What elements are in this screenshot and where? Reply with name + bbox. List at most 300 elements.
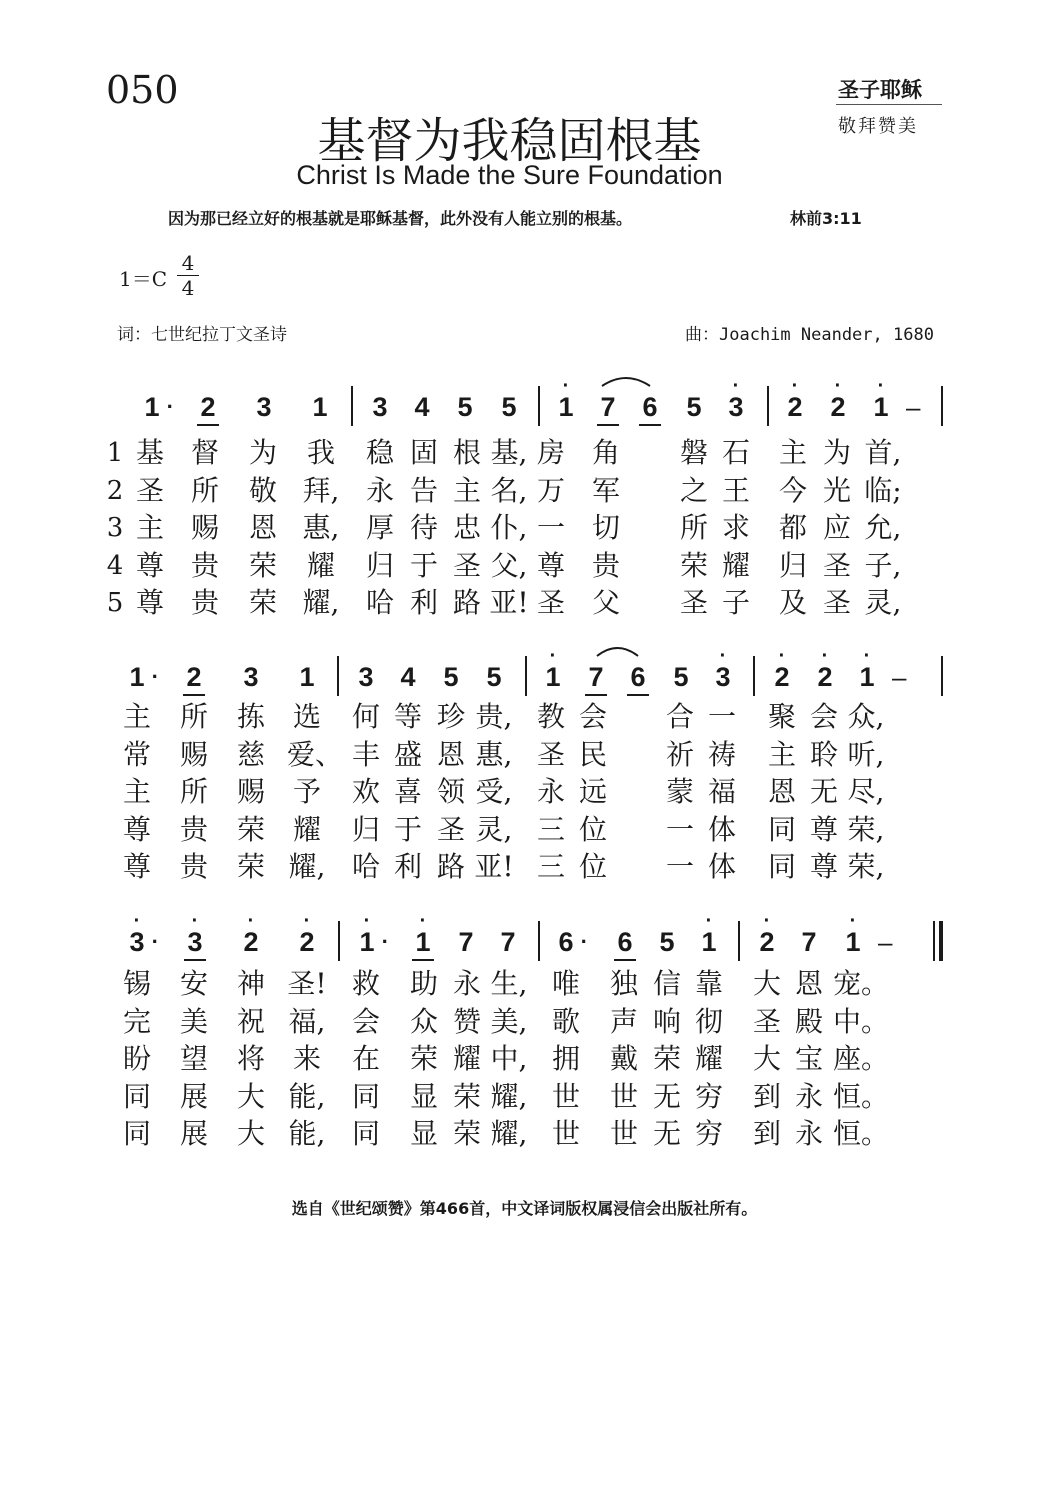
note (689, 910, 729, 957)
lyric-syllable: 受, (475, 775, 513, 808)
lyric-syllable: 恩 (794, 967, 823, 1000)
lyric-syllable: 尽, (847, 775, 885, 808)
octave-dot: · (562, 375, 570, 397)
lyric-syllable: 军 (591, 473, 620, 507)
note-digit: 5 (501, 392, 517, 422)
lyric-syllable: 房 (536, 436, 565, 469)
note-digit: 1 (545, 662, 561, 692)
lyric-syllable: 声 (609, 1004, 638, 1038)
lyric-syllable: 赐 (236, 775, 265, 808)
time-signature-top: 4 (177, 251, 199, 276)
octave-dot: · (247, 910, 255, 932)
lyric-syllable: 哈 (365, 586, 394, 619)
lyric-syllable: 一 (665, 812, 694, 846)
lyric-line (0, 511, 1049, 547)
lyric-syllable: 福, (288, 1004, 326, 1038)
lyric-syllable: 于 (393, 812, 422, 846)
lyric-syllable: 永 (452, 967, 481, 1000)
lyric-syllable: 美, (490, 1004, 528, 1038)
lyric-syllable: 圣 (452, 548, 481, 582)
lyric-syllable: 固 (409, 436, 438, 469)
note-digit: 1 (558, 392, 574, 422)
lyric-syllable: 仆, (490, 511, 528, 544)
lyric-syllable: 恩 (767, 775, 796, 808)
lyric-syllable: 永 (365, 473, 394, 507)
lyric-syllable: 穷 (694, 1117, 723, 1150)
note (647, 927, 687, 957)
lyric-syllable: 圣! (287, 967, 327, 1000)
lyric-syllable: 我 (306, 436, 335, 469)
lyric-syllable: 之 (679, 473, 708, 507)
note-digit: 1 (415, 927, 431, 957)
lyric-syllable: 亚! (474, 850, 514, 883)
lyric-syllable: 到 (752, 1079, 781, 1113)
eighth-underline (412, 959, 434, 961)
lyric-syllable: 盼 (122, 1042, 151, 1075)
lyric-syllable: 显 (409, 1079, 438, 1113)
lyric-syllable: 灵, (475, 812, 513, 846)
lyric-syllable: 贵, (475, 700, 513, 733)
lyric-line (0, 738, 1049, 774)
lyric-syllable: 能, (288, 1117, 326, 1150)
lyric-syllable: 盛 (393, 737, 422, 771)
lyric-syllable: 及 (778, 586, 807, 619)
lyric-syllable: 展 (179, 1079, 208, 1113)
lyric-syllable: 锡 (122, 967, 151, 1000)
lyric-syllable: 三 (536, 850, 565, 883)
bar-line (525, 656, 527, 696)
scripture-text: 因为那已经立好的根基就是耶稣基督，此外没有人能立别的根基。 (168, 209, 633, 228)
page-title: 基督为我稳固根基 (317, 113, 702, 169)
lyric-syllable: 拣 (236, 700, 265, 733)
bar-line (351, 386, 353, 426)
lyric-syllable: 靠 (694, 967, 723, 1000)
lyric-syllable: 荣 (652, 1042, 681, 1075)
note-digit: 4 (400, 662, 416, 692)
octave-dot: · (191, 910, 199, 932)
lyric-syllable: 耀 (306, 548, 335, 582)
lyric-syllable: 拜, (302, 473, 340, 507)
augmentation-dot: · (151, 664, 159, 689)
note (489, 392, 529, 422)
octave-dot: · (719, 645, 727, 667)
lyric-syllable: 一 (536, 511, 565, 544)
note (403, 910, 443, 957)
lyric-line (0, 1005, 1049, 1041)
lyric-syllable: 位 (578, 850, 607, 883)
note-digit: 5 (486, 662, 502, 692)
octave-dot: · (133, 910, 141, 932)
note (762, 645, 802, 692)
lyric-syllable: 利 (409, 586, 438, 619)
octave-dot: · (877, 375, 885, 397)
lyric-syllable: 永 (536, 775, 565, 808)
note-digit: 2 (299, 927, 315, 957)
eighth-underline (585, 694, 607, 696)
lyric-syllable: 名, (490, 473, 528, 507)
notation-row (0, 645, 1049, 706)
lyric-syllable: 殿 (794, 1004, 823, 1038)
lyric-syllable: 荣, (847, 850, 885, 883)
note (833, 910, 873, 957)
lyric-syllable: 待 (409, 511, 438, 544)
lyric-syllable: 耀 (694, 1042, 723, 1075)
note-digit: 2 (830, 392, 846, 422)
lyric-syllable: 归 (778, 548, 807, 582)
note (674, 392, 714, 422)
note (188, 392, 228, 422)
eighth-underline (614, 959, 636, 961)
lyric-syllable: 生, (490, 967, 528, 1000)
note (388, 662, 428, 692)
lyric-syllable: 祈 (665, 737, 694, 771)
lyric-syllable: 合 (665, 700, 694, 733)
octave-dot: · (778, 645, 786, 667)
lyric-syllable: 圣 (822, 586, 851, 619)
lyric-line (0, 474, 1049, 510)
lyric-syllable: 唯 (551, 967, 580, 1000)
note-digit: 2 (243, 927, 259, 957)
lyric-syllable: 恒。 (833, 1117, 890, 1150)
lyric-syllable: 一 (707, 700, 736, 733)
lyric-syllable: 为 (822, 436, 851, 469)
lyric-syllable: 远 (578, 775, 607, 808)
lyric-syllable: 无 (809, 775, 838, 808)
lyric-syllable: 耀, (490, 1079, 528, 1113)
lyric-syllable: 神 (236, 967, 265, 1000)
lyric-line (0, 549, 1049, 585)
note (576, 662, 616, 692)
lyric-syllable: 同 (122, 1117, 151, 1150)
lyric-syllable: 贵 (190, 548, 219, 582)
note (360, 392, 400, 422)
lyric-syllable: 荣 (248, 586, 277, 619)
note-digit: 2 (186, 662, 202, 692)
lyric-syllable: 会 (578, 700, 607, 733)
note (346, 662, 386, 692)
lyric-syllable: 一 (665, 850, 694, 883)
note (805, 645, 845, 692)
octave-dot: · (763, 910, 771, 932)
note-digit: 7 (458, 927, 474, 957)
lyric-syllable: 厚 (365, 511, 394, 544)
eighth-underline (639, 424, 661, 426)
note-digit: 3 (129, 927, 145, 957)
note (402, 392, 442, 422)
note-digit: 2 (200, 392, 216, 422)
lyric-syllable: 大 (236, 1079, 265, 1113)
lyric-syllable: 荣 (248, 548, 277, 582)
lyric-syllable: 宠。 (833, 967, 890, 1000)
lyric-syllable: 赐 (190, 511, 219, 544)
bar-line (538, 921, 540, 961)
note-digit: 3 (358, 662, 374, 692)
lyric-syllable: 为 (248, 436, 277, 469)
lyric-syllable: 独 (609, 967, 638, 1000)
lyric-syllable: 尊 (122, 812, 151, 846)
lyric-syllable: 穷 (694, 1079, 723, 1113)
note-digit: 1 (845, 927, 861, 957)
lyric-syllable: 众 (409, 1004, 438, 1038)
note (533, 645, 573, 692)
lyric-syllable: 在 (351, 1042, 380, 1075)
slur-arc (600, 374, 652, 388)
bar-line (753, 656, 755, 696)
octave-dot: · (791, 375, 799, 397)
lyric-syllable: 切 (591, 511, 620, 544)
lyric-syllable: 无 (652, 1117, 681, 1150)
octave-dot: · (863, 645, 871, 667)
lyric-syllable: 求 (721, 511, 750, 544)
note (287, 910, 327, 957)
lyric-syllable: 尊 (135, 586, 164, 619)
note (431, 662, 471, 692)
lyric-syllable: 世 (551, 1117, 580, 1150)
note-digit: 5 (659, 927, 675, 957)
lyric-syllable: 灵, (864, 586, 902, 619)
lyric-syllable: 亚! (489, 586, 529, 619)
note-digit: 3 (256, 392, 272, 422)
augmentation-dot: · (580, 929, 588, 954)
augmentation-dot: · (151, 929, 159, 954)
bar-line (767, 386, 769, 426)
note (244, 392, 284, 422)
lyric-syllable: 荣 (679, 548, 708, 582)
lyric-syllable: 永 (794, 1117, 823, 1150)
eighth-underline (197, 424, 219, 426)
lyric-syllable: 基 (135, 436, 164, 469)
note (231, 910, 271, 957)
lyric-syllable: 尊 (809, 850, 838, 883)
lyric-syllable: 所 (679, 511, 708, 544)
lyric-syllable: 敬 (248, 473, 277, 507)
lyric-syllable: 聚 (767, 700, 796, 733)
lyric-syllable: 所 (179, 700, 208, 733)
lyricist-credit: 词：七世纪拉丁文圣诗 (117, 325, 287, 345)
lyric-syllable: 民 (578, 737, 607, 771)
final-bar-thin (933, 921, 935, 961)
bar-line (538, 386, 540, 426)
octave-dot: · (705, 910, 713, 932)
lyric-syllable: 救 (351, 967, 380, 1000)
lyric-syllable: 福 (707, 775, 736, 808)
lyric-syllable: 领 (436, 775, 465, 808)
note-digit: 6 (642, 392, 658, 422)
bar-line (738, 921, 740, 961)
note (818, 375, 858, 422)
lyric-syllable: 听, (847, 737, 885, 771)
lyric-syllable: 赞 (452, 1004, 481, 1038)
lyric-syllable: 大 (752, 1042, 781, 1075)
lyric-syllable: 体 (707, 812, 736, 846)
lyric-syllable: 哈 (351, 850, 380, 883)
lyric-syllable: 望 (179, 1042, 208, 1075)
lyric-syllable: 惠, (475, 737, 513, 771)
sustain-dash: – (878, 927, 893, 957)
lyric-line (0, 775, 1049, 811)
lyric-syllable: 主 (452, 473, 481, 507)
lyric-syllable: 父, (490, 548, 528, 582)
lyric-syllable: 圣 (679, 586, 708, 619)
category-sub: 敬拜赞美 (838, 116, 918, 137)
lyric-syllable: 圣 (436, 812, 465, 846)
lyric-syllable: 路 (452, 586, 481, 619)
notation-row (0, 910, 1049, 971)
lyric-syllable: 大 (752, 967, 781, 1000)
lyric-syllable: 拥 (551, 1042, 580, 1075)
note-digit: 1 (359, 927, 375, 957)
lyric-syllable: 恩 (248, 511, 277, 544)
lyric-syllable: 临; (864, 473, 902, 507)
note-digit: 3 (187, 927, 203, 957)
lyric-line (0, 813, 1049, 849)
lyric-line (0, 1117, 1049, 1153)
octave-dot: · (732, 375, 740, 397)
sustain-dash: – (892, 662, 907, 692)
lyric-syllable: 同 (122, 1079, 151, 1113)
note (747, 910, 787, 957)
lyric-syllable: 子, (864, 548, 902, 582)
lyric-syllable: 尊 (135, 548, 164, 582)
note (347, 910, 389, 957)
note (789, 927, 829, 957)
lyric-syllable: 尊 (536, 548, 565, 582)
eighth-underline (627, 694, 649, 696)
augmentation-dot: · (166, 394, 174, 419)
lyric-syllable: 于 (409, 548, 438, 582)
key-signature: 1＝C (119, 267, 168, 291)
lyric-syllable: 安 (179, 967, 208, 1000)
lyric-syllable: 宝 (794, 1042, 823, 1075)
note (132, 392, 172, 422)
lyric-syllable: 珍 (436, 700, 465, 733)
note (618, 662, 658, 692)
lyric-syllable: 所 (190, 473, 219, 507)
lyric-syllable: 督 (190, 436, 219, 469)
note-digit: 6 (558, 927, 574, 957)
lyric-syllable: 主 (122, 775, 151, 808)
lyric-syllable: 耀, (490, 1117, 528, 1150)
lyric-syllable: 万 (536, 473, 565, 507)
bar-line (941, 656, 943, 696)
note (847, 645, 887, 692)
lyric-line (0, 700, 1049, 736)
scripture-reference: 林前3:11 (790, 209, 862, 228)
lyric-syllable: 世 (609, 1117, 638, 1150)
lyric-syllable: 显 (409, 1117, 438, 1150)
lyric-syllable: 石 (721, 436, 750, 469)
lyric-syllable: 同 (351, 1117, 380, 1150)
lyric-syllable: 所 (179, 775, 208, 808)
lyric-syllable: 主 (767, 737, 796, 771)
notation-row (0, 375, 1049, 436)
sustain-dash: – (906, 392, 921, 422)
octave-dot: · (549, 645, 557, 667)
lyric-syllable: 助 (409, 967, 438, 1000)
lyric-syllable: 恩 (436, 737, 465, 771)
verse-number: 4 (106, 550, 124, 581)
note (117, 910, 159, 957)
lyric-syllable: 将 (236, 1042, 265, 1075)
lyric-syllable: 爱、 (287, 737, 344, 771)
lyric-syllable: 能, (288, 1079, 326, 1113)
eighth-underline (183, 694, 205, 696)
lyric-syllable: 都 (778, 511, 807, 544)
octave-dot: · (849, 910, 857, 932)
lyric-syllable: 会 (809, 700, 838, 733)
lyric-syllable: 父 (591, 586, 620, 619)
lyric-syllable: 来 (292, 1042, 321, 1075)
lyric-syllable: 耀, (288, 850, 326, 883)
note-digit: 3 (728, 392, 744, 422)
lyric-syllable: 同 (767, 850, 796, 883)
note (445, 392, 485, 422)
lyric-syllable: 应 (822, 511, 851, 544)
lyric-syllable: 首, (864, 436, 902, 469)
lyric-syllable: 贵 (591, 548, 620, 582)
lyric-syllable: 磐 (679, 436, 708, 469)
note-digit: 1 (873, 392, 889, 422)
lyric-syllable: 荣 (452, 1079, 481, 1113)
verse-number: 1 (106, 438, 124, 468)
time-signature-bottom: 4 (181, 276, 195, 300)
lyric-syllable: 忠 (452, 511, 481, 544)
lyric-syllable: 蒙 (665, 775, 694, 808)
lyric-line (0, 1080, 1049, 1116)
lyric-syllable: 何 (351, 700, 380, 733)
lyric-syllable: 歌 (551, 1004, 580, 1038)
note (117, 662, 157, 692)
lyric-syllable: 响 (652, 1004, 681, 1038)
lyric-syllable: 美 (179, 1004, 208, 1038)
note (446, 927, 486, 957)
lyric-line (0, 586, 1049, 622)
lyric-syllable: 无 (652, 1079, 681, 1113)
category-main: 圣子耶稣 (838, 77, 922, 102)
lyric-syllable: 耀 (721, 548, 750, 582)
time-signature (177, 251, 199, 300)
lyric-syllable: 到 (752, 1117, 781, 1150)
lyric-syllable: 戴 (609, 1042, 638, 1075)
lyric-syllable: 允, (864, 511, 902, 544)
lyric-syllable: 永 (794, 1079, 823, 1113)
lyric-syllable: 丰 (351, 737, 380, 771)
lyric-syllable: 主 (122, 700, 151, 733)
note-digit: 5 (443, 662, 459, 692)
lyric-syllable: 众, (847, 700, 885, 733)
note-digit: 7 (801, 927, 817, 957)
slur-arc (595, 644, 640, 658)
copyright-footer: 选自《世纪颂赞》第466首，中文译词版权属浸信会出版社所有。 (291, 1199, 758, 1218)
lyric-syllable: 信 (652, 967, 681, 1000)
bar-line (337, 656, 339, 696)
note-digit: 7 (588, 662, 604, 692)
note (588, 392, 628, 422)
note-digit: 1 (859, 662, 875, 692)
hymn-number: 050 (106, 68, 179, 112)
lyric-syllable: 告 (409, 473, 438, 507)
note (605, 927, 645, 957)
lyric-syllable: 大 (236, 1117, 265, 1150)
lyric-syllable: 尊 (122, 850, 151, 883)
note (546, 927, 586, 957)
lyric-syllable: 归 (365, 548, 394, 582)
note (546, 375, 586, 422)
lyric-syllable: 圣 (822, 548, 851, 582)
lyric-syllable: 贵 (190, 586, 219, 619)
lyric-syllable: 予 (292, 775, 321, 808)
lyric-syllable: 同 (767, 812, 796, 846)
